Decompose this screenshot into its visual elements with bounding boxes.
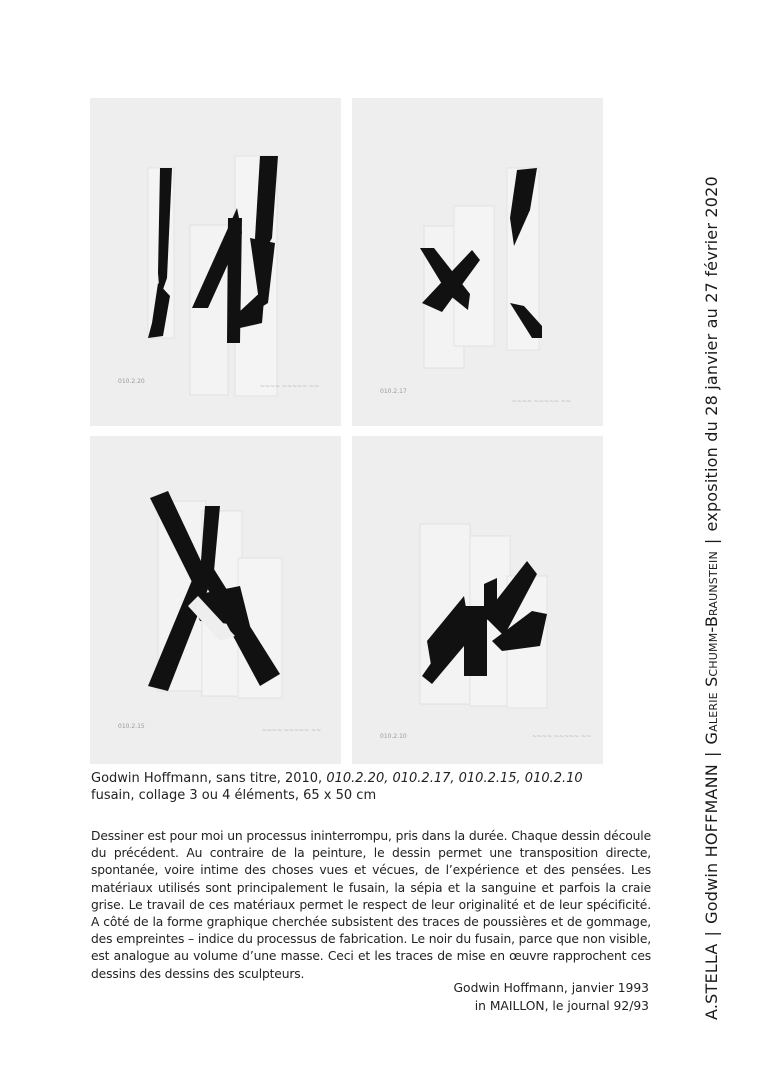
artwork-010-2-15 <box>90 436 341 764</box>
statement-attribution <box>349 979 649 1015</box>
exhibition-dates: exposition du 28 janvier au 27 février 2020 <box>702 176 721 532</box>
vertical-header <box>702 100 722 1020</box>
artwork-drawing <box>90 98 341 426</box>
caption-line-2: fusain, collage 3 ou 4 éléments, 65 x 50 cm <box>91 788 377 803</box>
artwork-010-2-10 <box>352 436 603 764</box>
artist-statement: Dessiner est pour moi un processus ininterrompu, pris dans la durée. Chaque dessin découle du précédent. Au contraire de la peinture, le dessin permet une transposition directe, spontanée, voire intime des choses vues et vécues, de l’expérience et des pensées. Les matériaux utilisés sont principalement le fusain, la sépia et la sanguine et parfois la craie grise. Le travail de ces matériaux permet le respect de leur originalité et de leur spécificité. A côté de la forme graphique cherchée subsistent des traces de poussières et de gommage, des empreintes – indice du processus de fabrication. Le noir du fusain, parce que non visible, est analogue au volume d’une masse. Ceci et les traces de mise en œuvre rapprochent ces dessins des dessins des sculpteurs. <box>91 829 651 981</box>
artwork-drawing <box>352 436 603 764</box>
artwork-inscription: 010.2.17 <box>380 388 407 395</box>
separator: | <box>702 751 721 758</box>
separator: | <box>702 930 721 937</box>
caption-line-1 <box>91 770 651 787</box>
artist-signature-mark: ~~~~ ~~~~~ ~~ <box>512 398 572 405</box>
attribution-source: in MAILLON, le journal 92/93 <box>474 999 649 1013</box>
artist-name: Godwin HOFFMANN <box>702 764 721 924</box>
artwork-drawing <box>90 436 341 764</box>
artist-signature-mark: ~~~~ ~~~~~ ~~ <box>532 733 592 740</box>
artist-signature-mark: ~~~~ ~~~~~ ~~ <box>262 727 322 734</box>
gallery-name: Galerie Schumm-Braunstein <box>702 551 721 745</box>
publisher-name: A.STELLA <box>702 943 721 1020</box>
artwork-caption <box>91 770 651 804</box>
artwork-drawing <box>352 98 603 426</box>
artwork-010-2-20 <box>90 98 341 426</box>
artwork-inscription: 010.2.10 <box>380 733 407 740</box>
artwork-inscription: 010.2.15 <box>118 723 145 730</box>
artwork-inscription: 010.2.20 <box>118 378 145 385</box>
artist-signature-mark: ~~~~ ~~~~~ ~~ <box>260 383 320 390</box>
attribution-author: Godwin Hoffmann, janvier 1993 <box>453 981 649 995</box>
caption-artist-title: Godwin Hoffmann, sans titre, 2010, <box>91 771 327 786</box>
artwork-010-2-17 <box>352 98 603 426</box>
caption-work-numbers: 010.2.20, 010.2.17, 010.2.15, 010.2.10 <box>326 771 583 786</box>
separator: | <box>702 538 721 545</box>
